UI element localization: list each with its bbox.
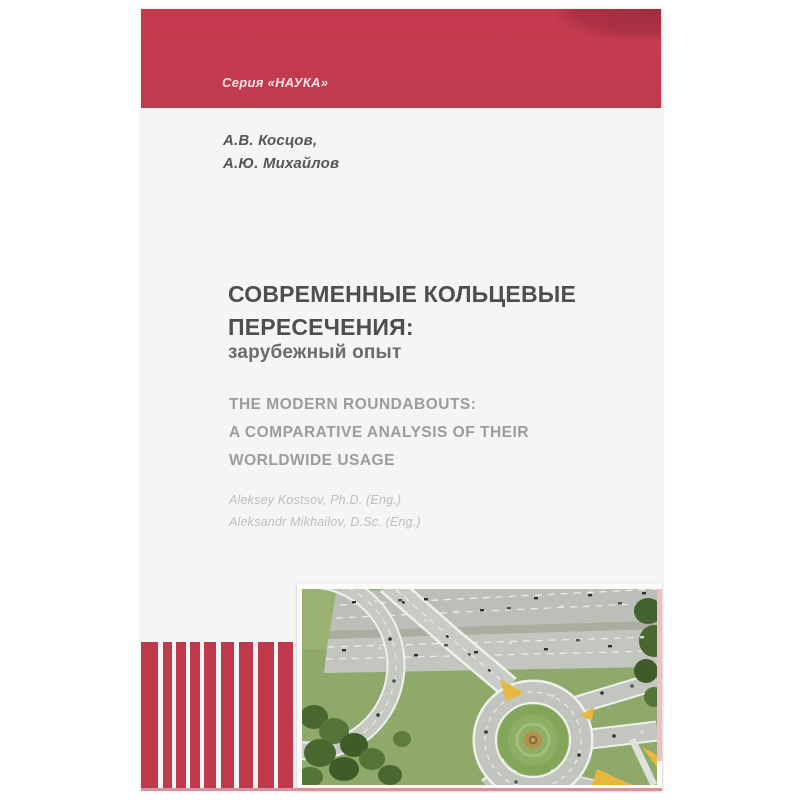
- roundabout-photo: [297, 584, 662, 790]
- author-en-line-1: Aleksey Kostsov, Ph.D. (Eng.): [229, 493, 402, 507]
- book-cover: [141, 9, 662, 791]
- title-en-line-3: WORLDWIDE USAGE: [229, 452, 395, 469]
- cover-right-edge: [657, 589, 662, 761]
- red-stripe: [176, 642, 186, 790]
- red-stripe: [190, 642, 200, 790]
- red-stripe: [258, 642, 274, 790]
- red-stripe: [204, 642, 216, 790]
- red-stripe-block: [141, 642, 296, 790]
- author-en-line-2: Aleksandr Mikhailov, D.Sc. (Eng.): [229, 515, 421, 529]
- red-stripe: [239, 642, 253, 790]
- title-ru-line-1: СОВРЕМЕННЫЕ КОЛЬЦЕВЫЕ: [228, 281, 577, 307]
- red-stripe: [141, 642, 158, 790]
- red-stripe: [278, 642, 293, 790]
- red-stripe: [221, 642, 234, 790]
- title-en-line-1: THE MODERN ROUNDABOUTS:: [229, 396, 477, 413]
- author-ru-line-1: А.В. Косцов,: [223, 132, 318, 149]
- cover-bottom-edge: [141, 788, 662, 791]
- photo-roundabout: [474, 681, 592, 785]
- cover-corner-curl: [557, 9, 661, 39]
- title-en-line-2: A COMPARATIVE ANALYSIS OF THEIR: [229, 424, 529, 441]
- red-stripe: [163, 642, 172, 790]
- series-red-band: [141, 9, 661, 108]
- series-label: Серия «НАУКА»: [222, 75, 329, 90]
- roundabout-photo-art: [302, 589, 657, 785]
- title-ru-line-2: ПЕРЕСЕЧЕНИЯ:: [228, 314, 414, 340]
- subtitle-ru: зарубежный опыт: [228, 342, 402, 363]
- author-ru-line-2: А.Ю. Михайлов: [223, 155, 340, 172]
